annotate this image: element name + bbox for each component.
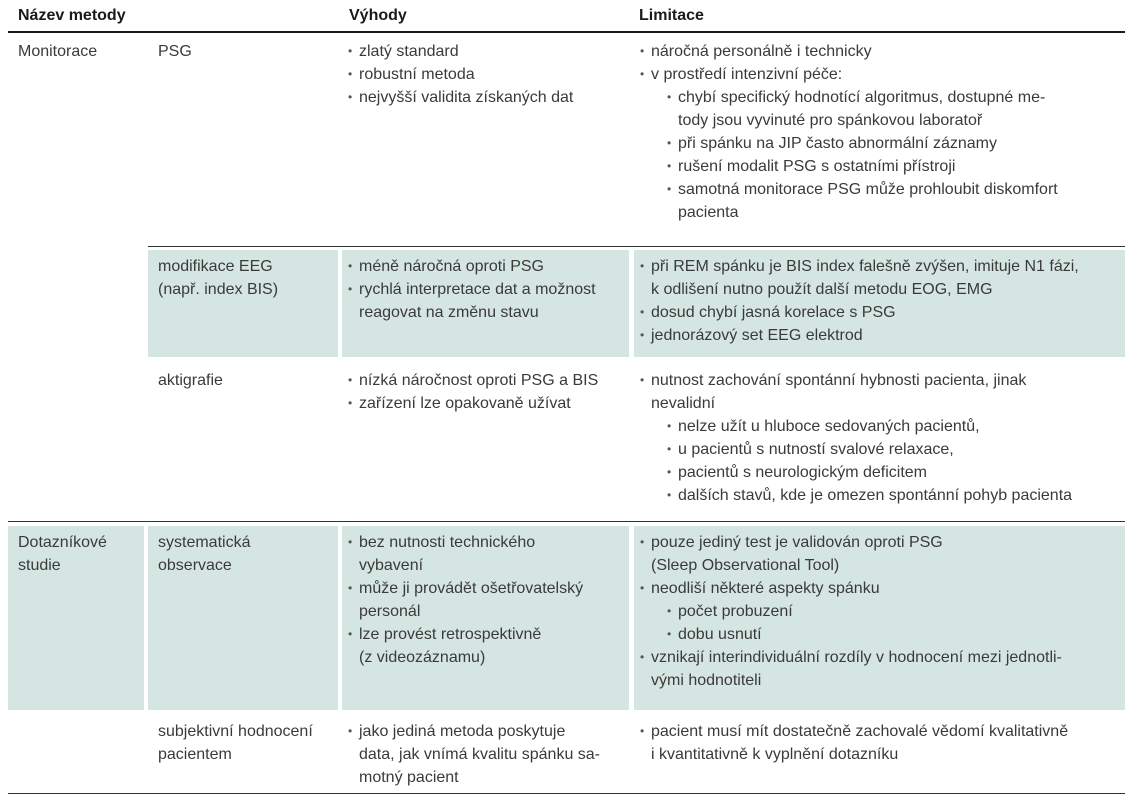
section-label-monitorace: Monitorace bbox=[18, 43, 98, 60]
method-name-subjektivni: subjektivní hodnocení pacientem bbox=[158, 723, 313, 763]
list-item: • neodliší některé aspekty spánku bbox=[640, 580, 880, 597]
section-divider bbox=[8, 521, 1125, 522]
list-item-cont: reagovat na změnu stavu bbox=[359, 304, 539, 321]
header-advantages: Výhody bbox=[349, 7, 407, 24]
list-item: • bez nutnosti technického bbox=[348, 534, 536, 551]
list-subitem: • dobu usnutí bbox=[667, 626, 762, 643]
list-item: • pacient musí mít dostatečně zachovalé vědomí kvalitativně bbox=[640, 723, 1069, 740]
list-item-cont: (Sleep Observational Tool) bbox=[651, 557, 840, 574]
list-item-cont: vybavení bbox=[359, 557, 424, 574]
list-item: • může ji provádět ošetřovatelský bbox=[348, 580, 584, 597]
list-item: • vznikají interindividuální rozdíly v hodnocení mezi jednotli- bbox=[640, 649, 1062, 666]
list-item: • lze provést retrospektivně bbox=[348, 626, 542, 643]
list-item: • nízká náročnost oproti PSG a BIS bbox=[348, 372, 599, 389]
list-item: • v prostředí intenzivní péče: bbox=[640, 66, 843, 83]
eeg-advantages bbox=[342, 250, 629, 357]
list-item: • zařízení lze opakovaně užívat bbox=[348, 395, 571, 412]
list-item: • zlatý standard bbox=[348, 43, 459, 60]
list-subitem: • u pacientů s nutností svalové relaxace, bbox=[667, 441, 954, 458]
list-subitem: • pacientů s neurologickým deficitem bbox=[667, 464, 928, 481]
obs-limitations bbox=[634, 526, 1125, 710]
subj-limitations bbox=[640, 720, 1120, 766]
list-subitem: • samotná monitorace PSG může prohloubit diskomfort bbox=[667, 181, 1058, 198]
list-item-cont: (z videozáznamu) bbox=[359, 649, 486, 666]
list-item-cont: i kvantitativně k vyplnění dotazníku bbox=[651, 746, 899, 763]
list-item: • nutnost zachování spontánní hybnosti pacienta, jinak bbox=[640, 372, 1027, 389]
section-label-dotaznik: Dotazníkové studie bbox=[8, 526, 144, 710]
list-item: • dosud chybí jasná korelace s PSG bbox=[640, 304, 896, 321]
header-limitations: Limitace bbox=[639, 7, 704, 24]
list-item: • náročná personálně i technicky bbox=[640, 43, 872, 60]
subj-advantages bbox=[348, 720, 628, 789]
list-item: • nejvyšší validita získaných dat bbox=[348, 89, 574, 106]
table-bottom-rule bbox=[8, 793, 1125, 794]
list-item-cont: nevalidní bbox=[651, 395, 716, 412]
obs-advantages bbox=[342, 526, 629, 710]
header-rule bbox=[8, 31, 1125, 33]
list-item: • jako jediná metoda poskytuje bbox=[348, 723, 566, 740]
list-subitem-cont: tody jsou vyvinuté pro spánkovou laboratoř bbox=[678, 112, 983, 129]
list-subitem: • rušení modalit PSG s ostatními přístroji bbox=[667, 158, 956, 175]
list-item-cont: personál bbox=[359, 603, 421, 620]
list-item: • jednorázový set EEG elektrod bbox=[640, 327, 863, 344]
row-divider bbox=[148, 246, 1125, 247]
list-item: • pouze jediný test je validován oproti PSG bbox=[640, 534, 943, 551]
list-subitem: • nelze užít u hluboce sedovaných pacientů, bbox=[667, 418, 980, 435]
header-method: Název metody bbox=[18, 7, 126, 24]
list-item: • rychlá interpretace dat a možnost bbox=[348, 281, 596, 298]
list-subitem-cont: pacienta bbox=[678, 204, 739, 221]
akti-advantages bbox=[348, 369, 628, 415]
list-item: • méně náročná oproti PSG bbox=[348, 258, 544, 275]
list-item-cont: vými hodnotiteli bbox=[651, 672, 762, 689]
psg-advantages bbox=[348, 40, 628, 109]
list-subitem: • při spánku na JIP často abnormální záznamy bbox=[667, 135, 997, 152]
list-item: • robustní metoda bbox=[348, 66, 475, 83]
list-subitem: • dalších stavů, kde je omezen spontánní pohyb pacienta bbox=[667, 487, 1073, 504]
psg-limitations bbox=[640, 40, 1120, 224]
list-item-cont: motný pacient bbox=[359, 769, 459, 786]
method-name-aktigrafie: aktigrafie bbox=[158, 372, 223, 389]
eeg-limitations bbox=[634, 250, 1125, 357]
method-name-psg: PSG bbox=[158, 43, 192, 60]
akti-limitations bbox=[640, 369, 1120, 507]
list-item: • při REM spánku je BIS index falešně zvýšen, imituje N1 fázi, bbox=[640, 258, 1079, 275]
list-item-cont: data, jak vnímá kvalitu spánku sa- bbox=[359, 746, 601, 763]
method-name-eeg: modifikace EEG (např. index BIS) bbox=[148, 250, 338, 357]
list-item-cont: k odlišení nutno použít další metodu EOG, EMG bbox=[651, 281, 993, 298]
list-subitem: • počet probuzení bbox=[667, 603, 793, 620]
list-subitem: • chybí specifický hodnotící algoritmus, dostupné me- bbox=[667, 89, 1046, 106]
method-name-observace: systematická observace bbox=[148, 526, 338, 710]
